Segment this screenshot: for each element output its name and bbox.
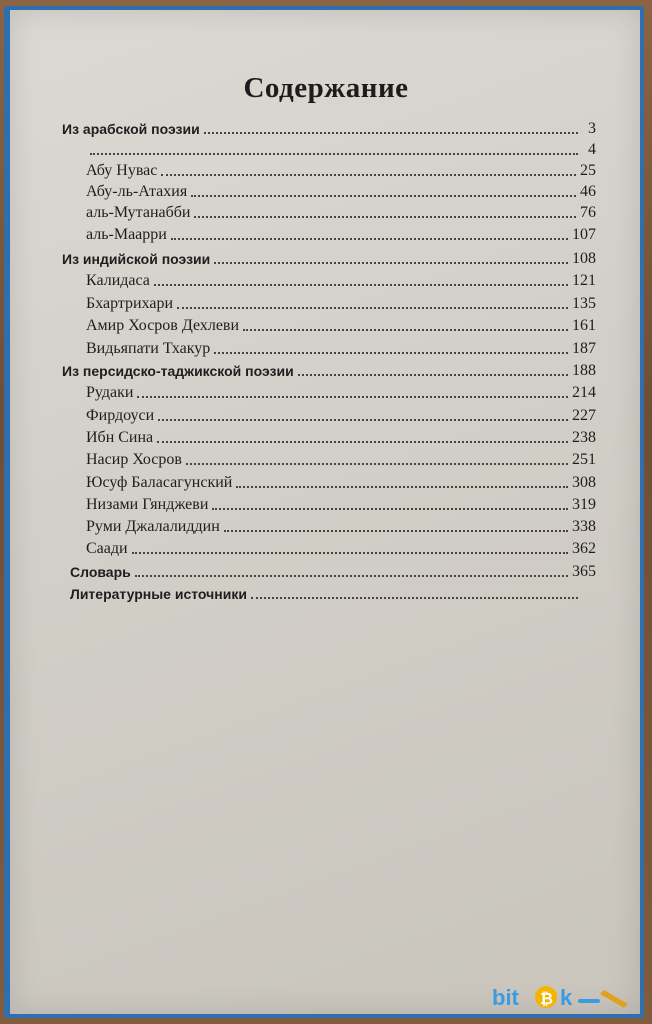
toc-entry-page: 161 [572, 317, 596, 334]
toc-entry-label: Юсуф Баласагунский [86, 474, 233, 491]
leader-dots [90, 153, 578, 155]
toc-entry-label: Литературные источники [70, 586, 247, 602]
leader-dots [154, 284, 568, 286]
leader-dots [177, 307, 568, 309]
leader-dots [135, 575, 568, 577]
leader-dots [214, 352, 568, 354]
toc-entry [86, 336, 596, 358]
leader-dots [298, 374, 568, 376]
leader-dots [137, 396, 568, 398]
toc-entry-label: Из персидско-таджикской поэзии [62, 363, 294, 379]
leader-dots [243, 329, 568, 331]
toc-entry-label: Из индийской поэзии [62, 251, 211, 267]
bitok-logo-graphic [488, 976, 638, 1016]
leader-dots [132, 552, 568, 554]
toc-entry-label: Рудаки [86, 384, 134, 401]
leader-dots [224, 530, 568, 532]
toc-entry-page: 227 [572, 407, 596, 424]
bitok-logo [488, 976, 638, 1016]
toc-entry-page: 76 [580, 204, 596, 221]
toc-entry [86, 200, 596, 222]
toc-entry-page: 4 [588, 141, 596, 158]
logo-text-k: k [560, 985, 573, 1010]
toc-entry-page: 107 [572, 226, 596, 243]
toc-entry-section [62, 246, 596, 268]
toc-entry-section [62, 116, 596, 138]
toc-entry-page: 319 [572, 496, 596, 513]
toc-entry-page: 108 [572, 250, 596, 267]
toc-entry-label: Видьяпати Тхакур [86, 340, 211, 357]
logo-coin-letter: ₿ [540, 991, 554, 1008]
toc-entry-page: 238 [572, 429, 596, 446]
toc-entry [86, 268, 596, 290]
toc-entry-page: 135 [572, 295, 596, 312]
leader-dots [171, 238, 568, 240]
toc-entry-label: Руми Джалалиддин [86, 518, 220, 535]
toc-entry-page: 188 [572, 362, 596, 379]
leader-dots [161, 174, 576, 176]
toc-entry [86, 447, 596, 469]
toc-entry-page: 338 [572, 518, 596, 535]
toc-entry [86, 222, 596, 244]
toc-entry [86, 470, 596, 492]
leader-dots [158, 419, 568, 421]
toc-entry [86, 425, 596, 447]
toc-entry-label: Низами Гянджеви [86, 496, 209, 513]
logo-dash [578, 999, 600, 1003]
toc-entry-label: Словарь [70, 564, 131, 580]
leader-dots [191, 195, 576, 197]
toc-entry [86, 313, 596, 335]
toc-entry [86, 137, 596, 159]
leader-dots [157, 441, 568, 443]
toc-entry-label: Абу Нувас [86, 162, 158, 179]
toc-entry-page: 3 [588, 120, 596, 137]
toc-entry-label: Ибн Сина [86, 429, 154, 446]
logo-text-bit: bit [492, 985, 519, 1010]
toc-entry-page: 365 [572, 563, 596, 580]
toc-entry-label: Саади [86, 540, 128, 557]
toc-entry [86, 403, 596, 425]
page-title: Содержание [243, 72, 409, 104]
toc-entry [86, 492, 596, 514]
toc-entry-page: 308 [572, 474, 596, 491]
toc-entry-page: 25 [580, 162, 596, 179]
toc-entry-page: 121 [572, 272, 596, 289]
leader-dots [212, 508, 568, 510]
toc-entry-page: 46 [580, 183, 596, 200]
toc-entry-label: Амир Хосров Дехлеви [86, 317, 240, 334]
toc-entry-label: Калидаса [86, 272, 150, 289]
leader-dots [194, 216, 576, 218]
leader-dots [251, 597, 578, 599]
toc-entry-section [70, 581, 596, 603]
toc-entry-label: Бхартрихари [86, 295, 174, 312]
toc-entry [86, 536, 596, 558]
toc-entry [86, 291, 596, 313]
toc-entry-label: аль-Мутанабби [86, 204, 191, 221]
leader-dots [214, 262, 568, 264]
toc-entry-label: Фирдоуси [86, 407, 155, 424]
toc-entry [86, 514, 596, 536]
toc-entry-label: Из арабской поэзии [62, 121, 200, 137]
toc-entry [86, 380, 596, 402]
toc-entry-label: Насир Хосров [86, 451, 182, 468]
toc-entry [86, 158, 596, 180]
toc-entry-page: 214 [572, 384, 596, 401]
gavel-icon [600, 990, 628, 1008]
toc-entry-section [70, 559, 596, 581]
leader-dots [236, 486, 568, 488]
toc-entry-page: 362 [572, 540, 596, 557]
toc-entry-label: аль-Маарри [86, 226, 167, 243]
leader-dots [186, 463, 568, 465]
toc-entry-page: 251 [572, 451, 596, 468]
toc-entry-label: Абу-ль-Атахия [86, 183, 188, 200]
toc-entry-page: 187 [572, 340, 596, 357]
toc-entry-section [62, 358, 596, 380]
leader-dots [204, 132, 578, 134]
toc-entry [86, 179, 596, 201]
